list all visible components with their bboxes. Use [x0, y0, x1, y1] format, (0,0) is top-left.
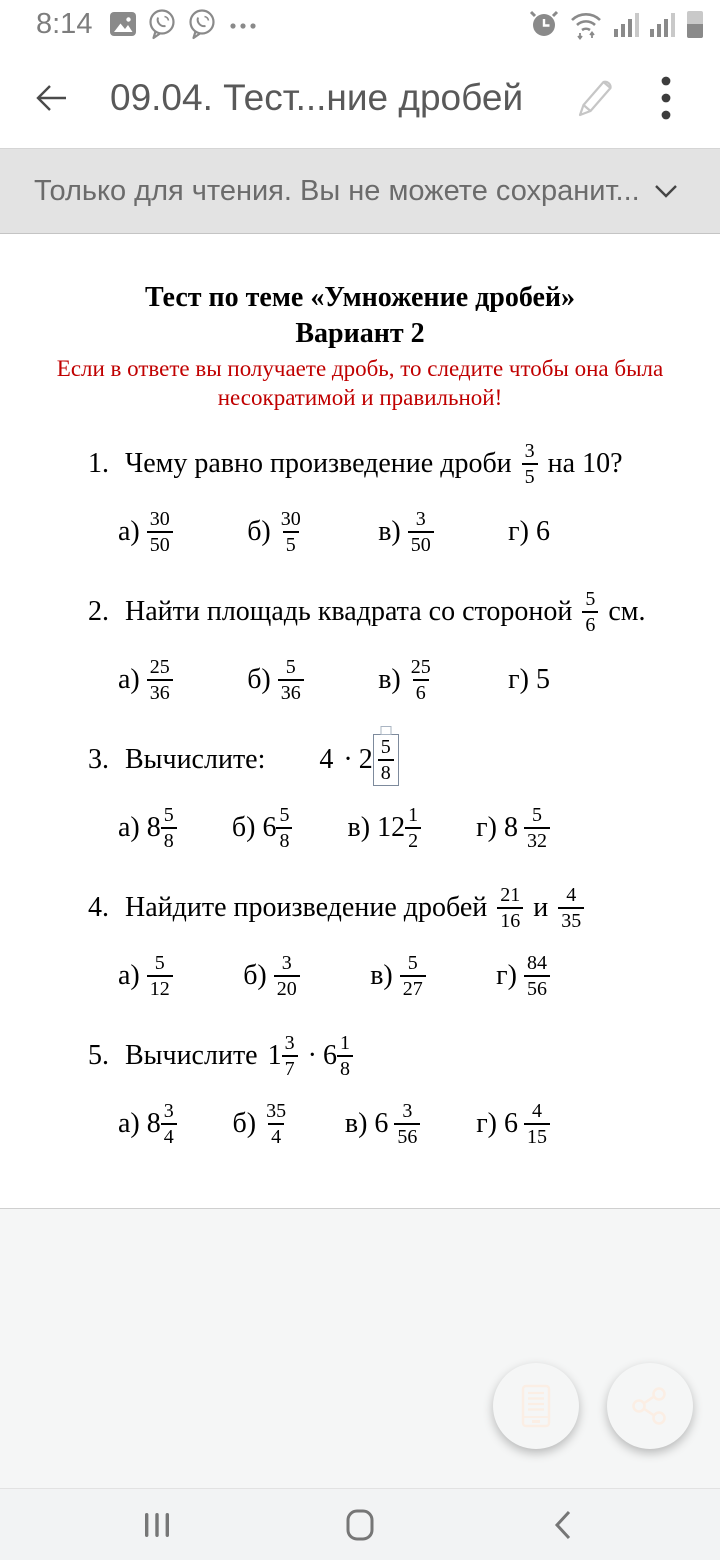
- floating-buttons: [493, 1363, 693, 1449]
- fraction-numerator: 3: [281, 951, 292, 974]
- mixed-number: [504, 805, 550, 851]
- document-page[interactable]: [0, 234, 720, 1208]
- fraction-numerator: 4: [532, 1099, 542, 1122]
- question: [0, 1027, 720, 1153]
- signal-icon: [612, 9, 640, 39]
- whole-number: 8: [146, 811, 161, 843]
- fraction-denominator: 35: [558, 907, 584, 931]
- fraction: [161, 805, 177, 851]
- fraction-numerator: 5: [285, 655, 296, 678]
- multiplication-dot: ·: [307, 1039, 317, 1071]
- answer-option: [370, 953, 426, 999]
- option-label: а): [118, 515, 140, 547]
- fraction-denominator: 12: [147, 975, 173, 999]
- question-line: [88, 879, 700, 937]
- option-label: в): [378, 663, 401, 695]
- whole-number: 8: [146, 1107, 161, 1139]
- fraction-denominator: 4: [268, 1123, 284, 1147]
- fraction: [522, 441, 538, 487]
- selected-fraction: [373, 734, 399, 786]
- wifi-icon: [568, 8, 604, 40]
- answer-option: [118, 1101, 177, 1147]
- fraction: [408, 509, 434, 555]
- home-button[interactable]: [315, 1495, 405, 1555]
- mobile-view-button[interactable]: [493, 1363, 579, 1449]
- status-bar: [0, 0, 720, 48]
- option-label: в): [347, 811, 371, 843]
- option-label: б): [231, 811, 256, 843]
- fraction-numerator: 5: [380, 735, 391, 758]
- fraction: [558, 885, 584, 931]
- question-text: и: [533, 891, 549, 923]
- question: [0, 879, 720, 1005]
- option-label: в): [370, 959, 393, 991]
- question-number: 3.: [88, 743, 109, 775]
- question-text: Вычислите: [125, 1039, 258, 1071]
- fraction-denominator: 8: [337, 1055, 353, 1079]
- option-label: б): [232, 1107, 257, 1139]
- answer-option: [508, 664, 550, 696]
- question: [0, 583, 720, 709]
- whole-number: 6: [504, 1107, 518, 1139]
- option-label: б): [243, 959, 267, 991]
- answer-option: [247, 509, 304, 555]
- gallery-icon: [108, 9, 138, 39]
- answer-option: [345, 1101, 421, 1147]
- fraction: [400, 953, 426, 999]
- question-number: 5.: [88, 1039, 109, 1071]
- option-label: г): [508, 663, 529, 695]
- test-title: Тест по теме «Умножение дробей»: [144, 282, 576, 313]
- canvas-background: [0, 1208, 720, 1488]
- fraction: [524, 805, 550, 851]
- fraction-denominator: 27: [400, 975, 426, 999]
- whole-number: 8: [503, 811, 518, 843]
- readonly-banner[interactable]: [0, 148, 720, 234]
- fraction-numerator: 35: [266, 1099, 287, 1122]
- fraction: [278, 509, 304, 555]
- fraction: [582, 589, 598, 635]
- option-label: в): [378, 515, 401, 547]
- option-label: г): [476, 811, 497, 843]
- mixed-number: [147, 1101, 177, 1147]
- fraction-denominator: 36: [278, 679, 304, 703]
- fraction-numerator: 30: [280, 507, 301, 530]
- option-label: б): [247, 663, 271, 695]
- fraction-denominator: 6: [582, 611, 598, 635]
- fraction: [276, 805, 292, 851]
- fraction-numerator: 3: [163, 1099, 174, 1122]
- question-number: 4.: [88, 891, 109, 923]
- fraction-numerator: 5: [279, 803, 290, 826]
- answer-option: [118, 805, 177, 851]
- fraction: [147, 657, 173, 703]
- fraction: [394, 1101, 420, 1147]
- option-label: б): [247, 515, 271, 547]
- fraction-denominator: 36: [147, 679, 173, 703]
- back-button[interactable]: [28, 68, 98, 128]
- fraction-denominator: 8: [378, 759, 394, 783]
- fraction-numerator: 5: [531, 803, 542, 826]
- answer-option: [476, 805, 550, 851]
- fraction-denominator: 56: [524, 975, 550, 999]
- fraction-numerator: 5: [407, 951, 418, 974]
- fraction: [278, 657, 304, 703]
- fraction-denominator: 8: [161, 827, 177, 851]
- question-line: [88, 731, 700, 789]
- question-text: Вычислите:: [125, 743, 266, 775]
- chevron-down-icon[interactable]: [646, 183, 686, 199]
- option-label: а): [118, 811, 140, 843]
- system-status-icons: [528, 8, 706, 40]
- answer-option: [476, 1101, 550, 1147]
- fraction-denominator: 16: [497, 907, 523, 931]
- question-line: [88, 583, 700, 641]
- answer-option: [378, 509, 434, 555]
- option-label: а): [118, 663, 140, 695]
- fraction-numerator: 25: [410, 655, 431, 678]
- answer-option: [118, 953, 173, 999]
- android-nav-bar: [0, 1488, 720, 1560]
- overflow-menu-button[interactable]: [630, 66, 702, 130]
- fraction: [274, 953, 300, 999]
- question-number: 1.: [88, 447, 109, 479]
- fraction: [337, 1033, 353, 1079]
- fraction: [263, 1101, 289, 1147]
- fraction-denominator: 4: [161, 1123, 177, 1147]
- fraction-denominator: 15: [524, 1123, 550, 1147]
- fraction: [497, 885, 523, 931]
- question-text: см.: [608, 595, 646, 627]
- fraction: [524, 1101, 550, 1147]
- answer-option: [247, 657, 304, 703]
- test-warning: Если в ответе вы получаете дробь, то следите чтобы она была несократимой и правильной!: [56, 355, 664, 410]
- viber-icon: [186, 8, 218, 40]
- question-number: 2.: [88, 595, 109, 627]
- share-button[interactable]: [607, 1363, 693, 1449]
- question-text: 6: [535, 515, 550, 547]
- mixed-number: [268, 1033, 298, 1079]
- question-text: 4: [319, 743, 334, 775]
- fraction-numerator: 4: [566, 883, 577, 906]
- fraction: [408, 657, 434, 703]
- viber-icon: [146, 8, 178, 40]
- fraction-numerator: 1: [339, 1031, 350, 1054]
- fraction-numerator: 3: [415, 507, 426, 530]
- fraction: [147, 509, 173, 555]
- fraction-numerator: 1: [408, 803, 419, 826]
- fraction-numerator: 25: [149, 655, 170, 678]
- mixed-number: [323, 1033, 353, 1079]
- question: [0, 435, 720, 561]
- fraction-numerator: 3: [524, 439, 535, 462]
- fraction-numerator: 30: [149, 507, 170, 530]
- question-text: Чему равно произведение дроби: [125, 447, 512, 479]
- notification-icons: [108, 8, 260, 40]
- alarm-icon: [528, 8, 560, 40]
- fraction-denominator: 5: [283, 531, 299, 555]
- whole-number: 2: [358, 743, 373, 775]
- battery-icon: [684, 8, 706, 40]
- mixed-number: [504, 1101, 550, 1147]
- whole-number: 6: [374, 1107, 389, 1139]
- option-label: г): [496, 959, 517, 991]
- options-row: [118, 947, 550, 1005]
- recents-button[interactable]: [112, 1495, 202, 1555]
- fraction: [161, 1101, 177, 1147]
- options-row: [118, 799, 550, 857]
- answer-option: [348, 805, 422, 851]
- options-row: [118, 651, 550, 709]
- fraction-numerator: 3: [402, 1099, 413, 1122]
- whole-number: 6: [262, 811, 277, 843]
- option-label: а): [118, 959, 140, 991]
- fraction-denominator: 50: [147, 531, 173, 555]
- option-label: а): [118, 1107, 140, 1139]
- option-label: г): [476, 1107, 497, 1139]
- questions-container: [0, 435, 720, 1153]
- multiplication-dot: ·: [343, 743, 353, 775]
- fraction-denominator: 5: [522, 463, 538, 487]
- fraction: [524, 953, 550, 999]
- whole-number: 12: [377, 811, 406, 843]
- fraction-numerator: 84: [526, 951, 547, 974]
- options-row: [118, 1095, 550, 1153]
- fraction-denominator: 6: [413, 679, 429, 703]
- fraction-denominator: 50: [408, 531, 434, 555]
- answer-option: [233, 1101, 290, 1147]
- whole-number: 1: [267, 1039, 282, 1071]
- fraction-numerator: 21: [500, 883, 521, 906]
- edit-pencil-button[interactable]: [558, 66, 630, 130]
- answer-option: [118, 657, 173, 703]
- mixed-number: [147, 805, 177, 851]
- question-text: 5: [535, 663, 550, 695]
- question-line: [88, 1027, 700, 1085]
- fraction: [282, 1033, 298, 1079]
- answer-option: [243, 953, 300, 999]
- option-label: в): [344, 1107, 368, 1139]
- document-title-header: 09.04. Тест...ние дробей: [110, 77, 524, 118]
- fraction-denominator: 8: [276, 827, 292, 851]
- question: [0, 731, 720, 857]
- mixed-number: [377, 805, 421, 851]
- fraction: [405, 805, 421, 851]
- question-text: Найдите произведение дробей: [125, 891, 488, 923]
- answer-option: [508, 516, 550, 548]
- test-variant: Вариант 2: [295, 318, 425, 350]
- back-nav-button[interactable]: [518, 1495, 608, 1555]
- fraction-denominator: 20: [274, 975, 300, 999]
- readonly-banner-text: Только для чтения. Вы не можете сохранит...: [34, 174, 640, 207]
- fraction-denominator: 2: [405, 827, 421, 851]
- whole-number: 6: [322, 1039, 337, 1071]
- fraction-denominator: 7: [282, 1055, 298, 1079]
- question-text: Найти площадь квадрата со стороной: [125, 595, 573, 627]
- app-header: [0, 48, 720, 148]
- fraction-denominator: 56: [394, 1123, 420, 1147]
- more-notifications-icon: [226, 9, 260, 39]
- answer-option: [232, 805, 293, 851]
- answer-option: [378, 657, 434, 703]
- answer-option: [496, 953, 550, 999]
- mixed-number: [359, 734, 399, 786]
- answer-option: [118, 509, 173, 555]
- fraction: [147, 953, 173, 999]
- fraction-denominator: 32: [524, 827, 550, 851]
- mixed-number: [374, 1101, 420, 1147]
- mixed-number: [262, 805, 292, 851]
- clock-text: 8:14: [36, 7, 93, 40]
- fraction-numerator: 5: [163, 803, 174, 826]
- question-line: [88, 435, 700, 493]
- fraction-numerator: 3: [284, 1031, 295, 1054]
- fraction-numerator: 5: [154, 951, 165, 974]
- options-row: [118, 503, 550, 561]
- question-text: на 10?: [547, 447, 623, 479]
- option-label: г): [508, 515, 529, 547]
- fraction-numerator: 5: [585, 587, 596, 610]
- signal-icon: [648, 9, 676, 39]
